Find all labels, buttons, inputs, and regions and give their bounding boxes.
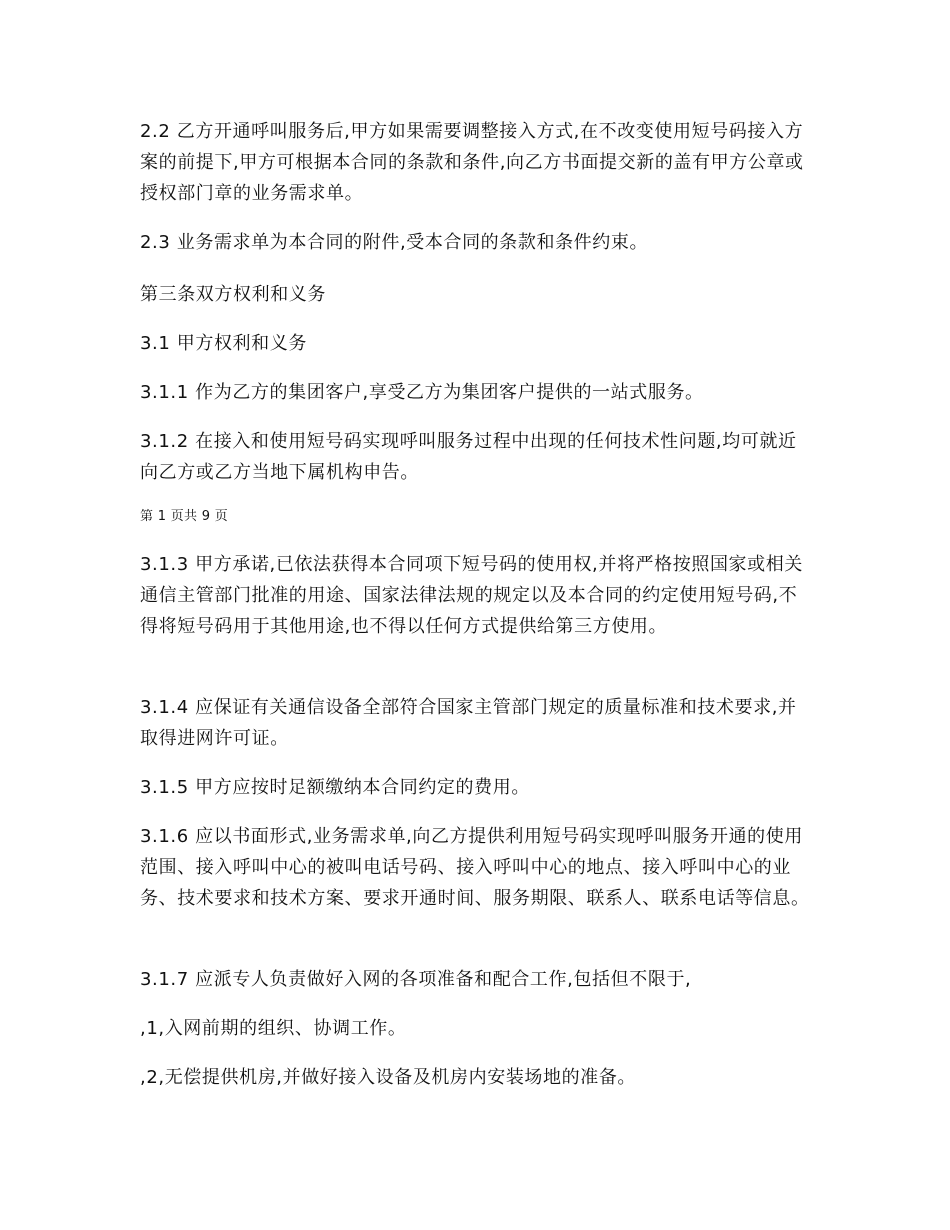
paragraph-3-1-3: 3.1.3 甲方承诺,已依法获得本合同项下短号码的使用权,并将严格按照国家或相关通信主管部门批准的用途、国家法律法规的规定以及本合同的约定使用短号码,不得将短号码用于其他用途,也不得以任何方式提供给第三方使用。 bbox=[140, 554, 803, 637]
page-number-footer: 第 1 页共 9 页 bbox=[140, 509, 229, 524]
paragraph-3-1-1: 3.1.1 作为乙方的集团客户,享受乙方为集团客户提供的一站式服务。 bbox=[140, 382, 704, 403]
paragraph-3-1-5: 3.1.5 甲方应按时足额缴纳本合同约定的费用。 bbox=[140, 777, 530, 798]
paragraph-2-2: 2.2 乙方开通呼叫服务后,甲方如果需要调整接入方式,在不改变使用短号码接入方案的前提下,甲方可根据本合同的条款和条件,向乙方书面提交新的盖有甲方公章或授权部门章的业务需求单。 bbox=[140, 121, 804, 204]
paragraph-3-1-7: 3.1.7 应派专人负责做好入网的各项准备和配合工作,包括但不限于, bbox=[140, 969, 692, 990]
paragraph-3-1-4: 3.1.4 应保证有关通信设备全部符合国家主管部门规定的质量标准和技术要求,并取得进网许可证。 bbox=[140, 697, 797, 749]
list-item-1: ,1,入网前期的组织、协调工作。 bbox=[140, 1018, 407, 1039]
list-item-2: ,2,无偿提供机房,并做好接入设备及机房内安装场地的准备。 bbox=[140, 1067, 637, 1088]
paragraph-3-1-6: 3.1.6 应以书面形式,业务需求单,向乙方提供利用短号码实现呼叫服务开通的使用范围、接入呼叫中心的被叫电话号码、接入呼叫中心的地点、接入呼叫中心的业务、技术要求和技术方案、要求开通时间、服务期限、联系人、联系电话等信息。 bbox=[140, 826, 810, 909]
section-heading-3-1: 3.1 甲方权利和义务 bbox=[140, 333, 307, 354]
article-heading: 第三条双方权利和义务 bbox=[140, 284, 326, 305]
paragraph-2-3: 2.3 业务需求单为本合同的附件,受本合同的条款和条件约束。 bbox=[140, 232, 649, 253]
paragraph-3-1-2: 3.1.2 在接入和使用短号码实现呼叫服务过程中出现的任何技术性问题,均可就近向乙方或乙方当地下属机构申告。 bbox=[140, 431, 797, 483]
